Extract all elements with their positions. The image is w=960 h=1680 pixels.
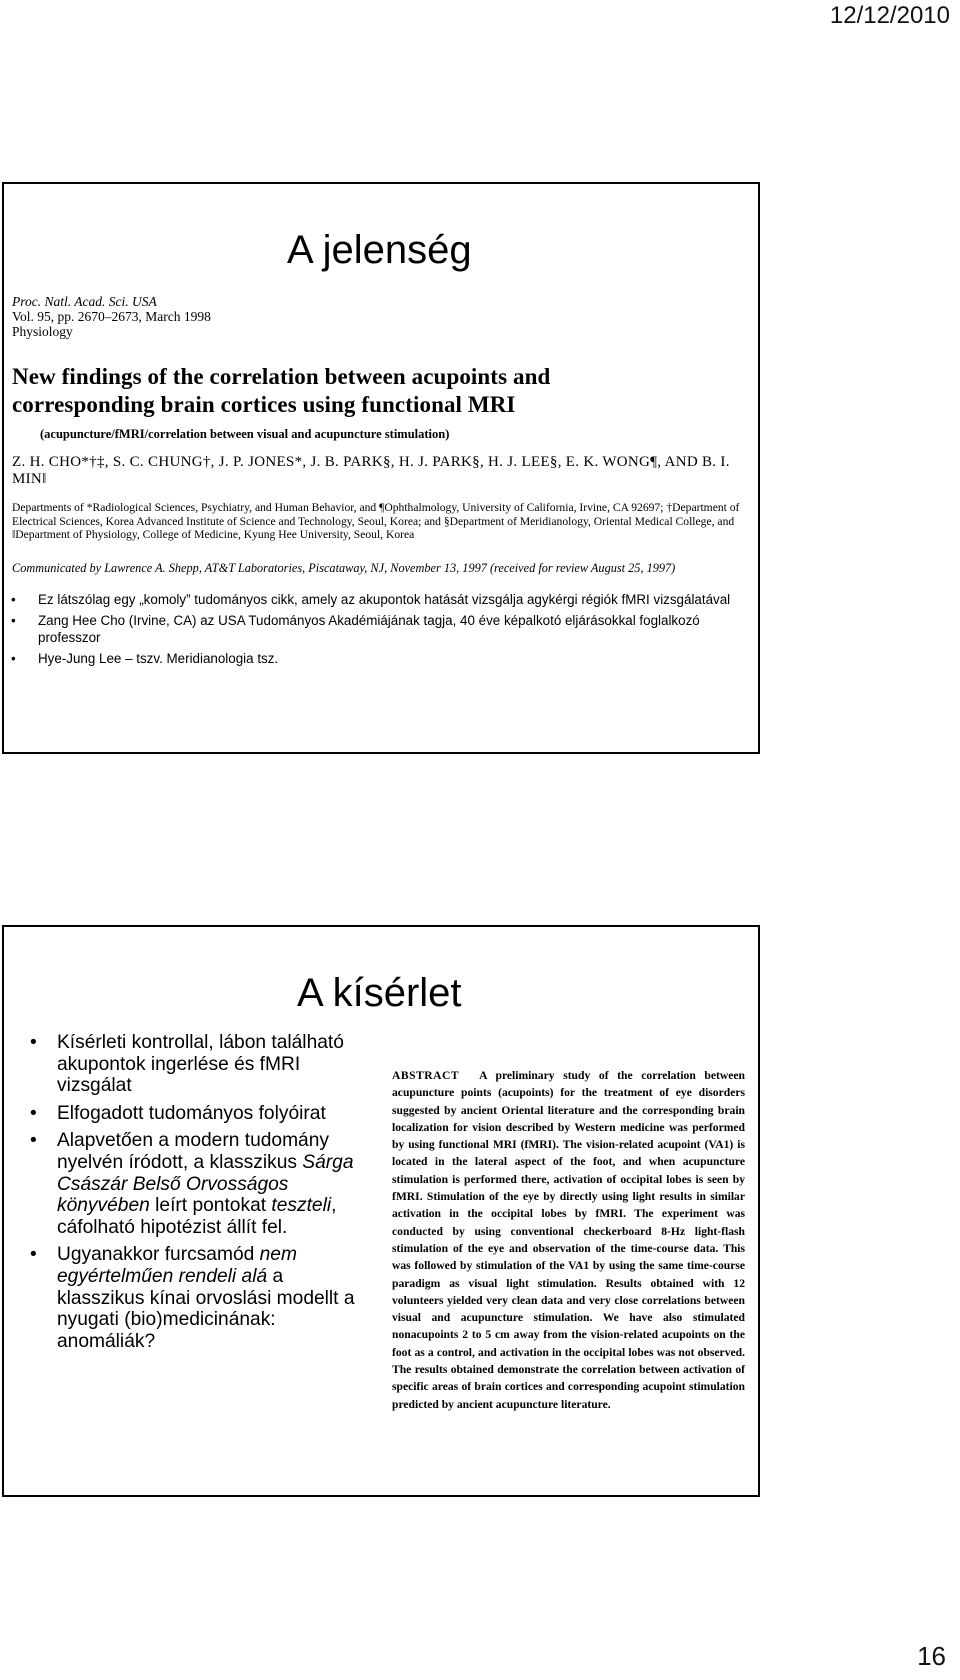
slide-title: A jelenség [287, 228, 472, 272]
bullet-text: a klasszikus kínai orvoslási modellt a nyugati (bio)medicinának: anomáliák? [57, 1265, 355, 1352]
paper-title-line: corresponding brain cortices using functional MRI [12, 392, 516, 417]
abstract-scan [392, 1067, 745, 1413]
bullet-text-italic: Sárga Császár Belső Orvosságos könyvében [57, 1151, 354, 1217]
bullet-item: • Kísérleti kontrollal, lábon található akupontok ingerlése és fMRI vizsgálat [57, 1032, 369, 1097]
bullet-item: • Ez látszólag egy „komoly” tudományos cikk, amely az akupontok hatását vizsgálja agykérgi régiók fMRI vizsgálatával [38, 591, 753, 609]
paper-keywords: (acupuncture/fMRI/correlation between visual and acupuncture stimulation) [40, 427, 450, 441]
bullet-text: Alapvetően a modern tudomány nyelvén íródott, a klasszikus [57, 1130, 329, 1173]
page-date: 12/12/2010 [829, 2, 950, 29]
paper-title-line: New findings of the correlation between acupoints and [12, 364, 551, 389]
bullet-text: , cáfolható hipotézist állít fel. [57, 1195, 337, 1238]
paper-header-scan [12, 294, 757, 576]
bullet-text-italic: teszteli [271, 1195, 332, 1217]
paper-title [12, 363, 757, 419]
bullet-text-italic: nem egyértelműen rendeli alá [57, 1244, 297, 1287]
journal-name: Proc. Natl. Acad. Sci. USA [12, 294, 157, 309]
bullet-list [38, 591, 753, 670]
slide-phenomenon [2, 182, 760, 754]
journal-volume: Vol. 95, pp. 2670–2673, March 1998 [12, 309, 211, 324]
bullet-item: • Zang Hee Cho (Irvine, CA) az USA Tudományos Akadémiájának tagja, 40 éve képalkotó eljárásokkal foglalkozó professzor [38, 612, 753, 647]
bullet-item: • Elfogadott tudományos folyóirat [57, 1103, 369, 1125]
affiliation-line: ‖Department of Physiology, College of Medicine, Kyung Hee University, Seoul, Korea [12, 528, 415, 541]
bullet-item: • Hye-Jung Lee – tszv. Meridianologia tsz. [38, 650, 753, 668]
affiliation-line: Departments of *Radiological Sciences, Psychiatry, and Human Behavior, and ¶Ophthalmology, University of California, Irvine, CA 92697; †Department of [12, 501, 740, 514]
abstract-text: A preliminary study of the correlation between acupuncture points (acupoints) for the treatment of eye disorders suggested by ancient Oriental literature and the corresponding brain localization for vision described by Western medicine was performed by using functional MRI (fMRI). The vision-related acupoint (VA1) is located in the lateral aspect of the foot, and when acupuncture stimulation is performed there, activation of occipital lobes is seen by fMRI. Stimulation of the eye by directly using light results in similar activation in the occipital lobes by fMRI. The experiment was conducted by using conventional checkerboard 8-Hz light-flash stimulation of the eye and observation of the time-course data. This was followed by stimulation of the VA1 by using the same time-course paradigm as visual light stimulation. Results obtained with 12 volunteers yielded very clean data and very close correlations between visual and acupuncture stimulation. We have also stimulated nonacupoints 2 to 5 cm away from the vision-related acupoints on the foot as a control, and activation in the occipital lobes was not observed. The results obtained demonstrate the correlation between activation of specific areas of brain cortices and corresponding acupoint stimulation predicted by ancient acupuncture literature. [392, 1069, 745, 1411]
journal-section: Physiology [12, 324, 73, 339]
bullet-item [57, 1130, 369, 1238]
journal-info [12, 294, 757, 339]
paper-affiliations [12, 501, 757, 542]
bullet-text: leírt pontokat [149, 1195, 272, 1217]
page-number: 16 [917, 1641, 946, 1671]
slide-experiment [2, 925, 760, 1497]
abstract-label: ABSTRACT [392, 1069, 460, 1082]
paper-communicated: Communicated by Lawrence A. Shepp, AT&T Laboratories, Piscataway, NJ, November 13, 1997 (received for review August 25, 1997) [12, 560, 676, 575]
slide-title: A kísérlet [297, 971, 462, 1015]
affiliation-line: Electrical Sciences, Korea Advanced Institute of Science and Technology, Seoul, Korea; and §Department of Meridianology, Oriental Medical College, and [12, 514, 735, 528]
bullet-text: Ugyanakkor furcsamód [57, 1244, 260, 1266]
paper-authors: Z. H. CHO*†‡, S. C. CHUNG†, J. P. JONES*, J. B. PARK§, H. J. PARK§, H. J. LEE§, E. K. WONG¶, AND B. I. MIN‖ [12, 454, 730, 487]
bullet-item [57, 1244, 369, 1352]
bullet-list [57, 1032, 369, 1358]
